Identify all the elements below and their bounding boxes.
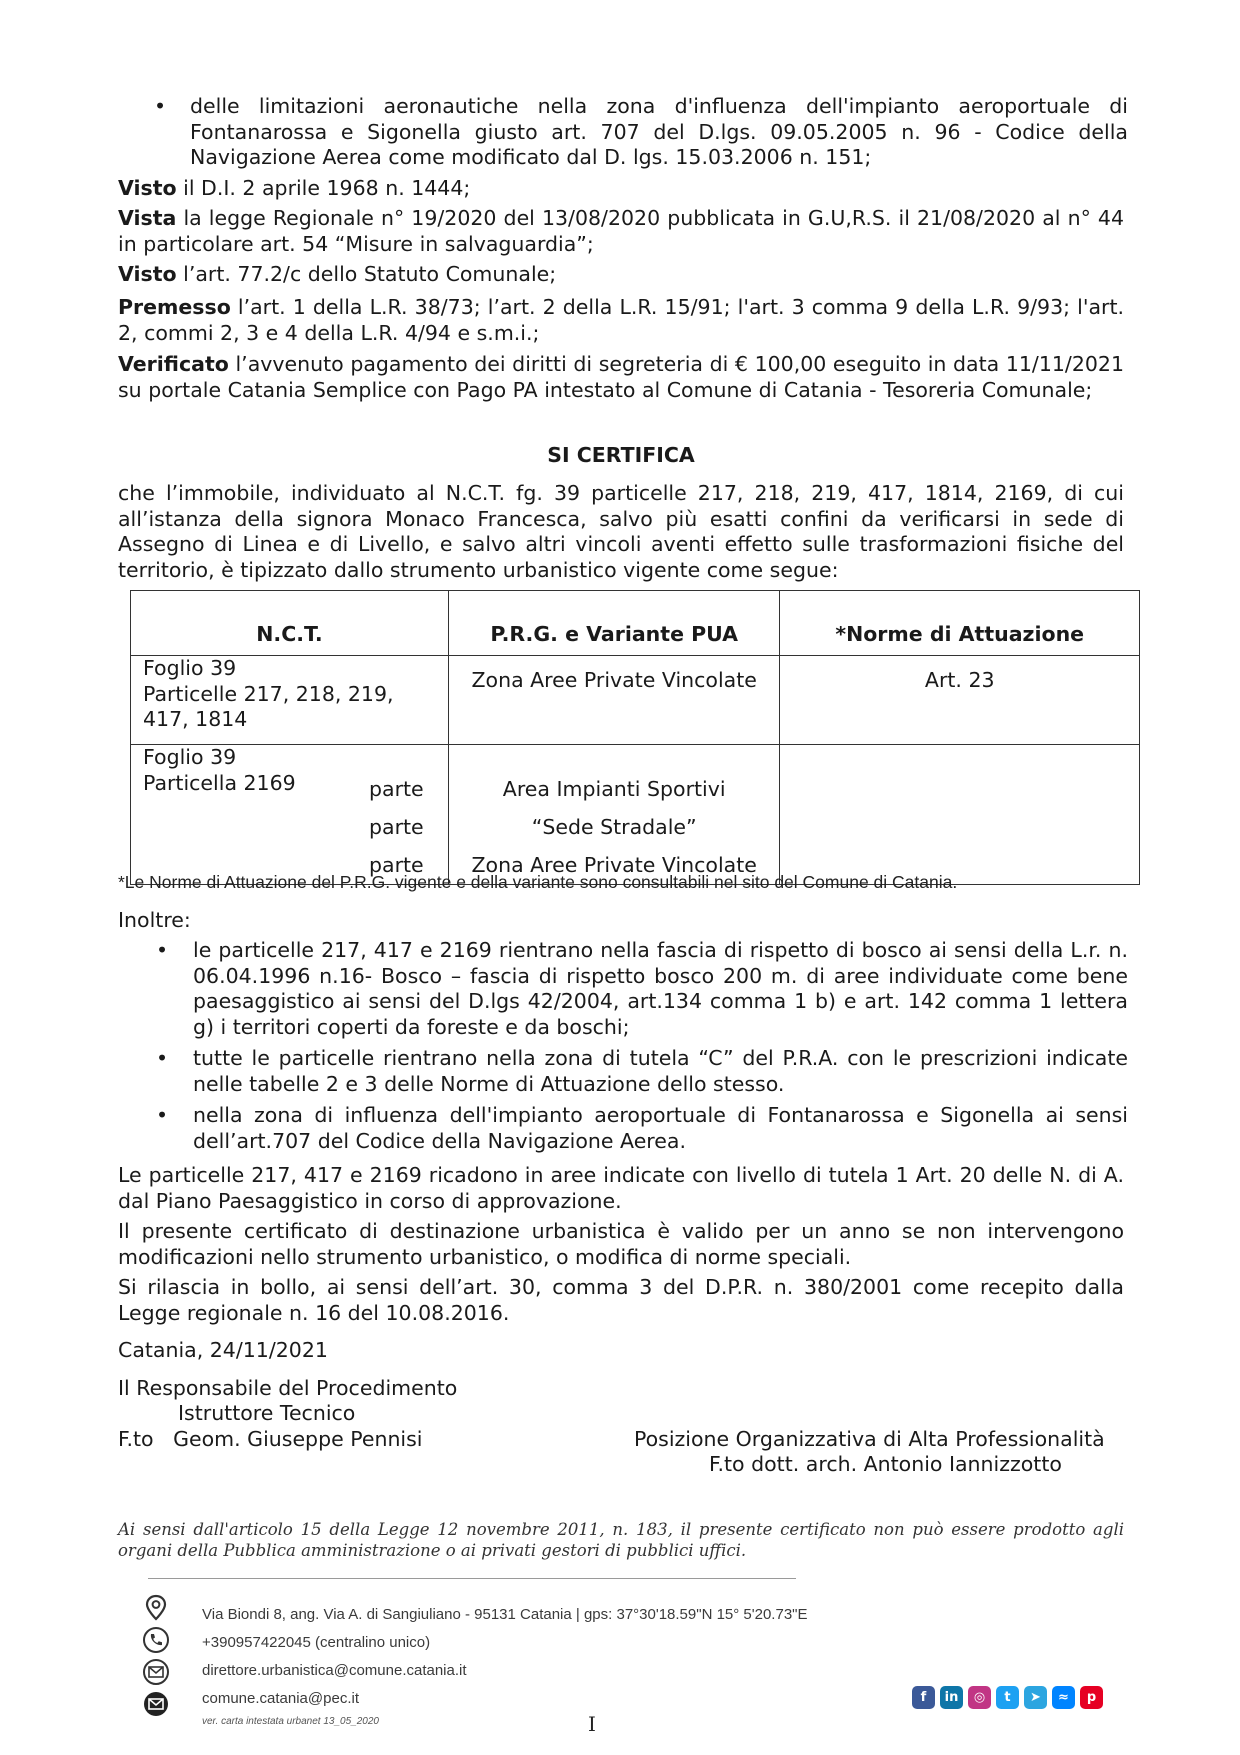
footer-divider: [148, 1578, 796, 1579]
table-header: N.C.T.: [131, 591, 449, 656]
parte-labels: [369, 770, 424, 884]
zona-item: Zona Aree Private Vincolate: [471, 853, 757, 877]
signature-left-line3: F.to Geom. Giuseppe Pennisi: [118, 1427, 423, 1451]
table-cell-particelle: Particelle 217, 218, 219, 417, 1814: [143, 681, 394, 731]
preamble-text: il D.I. 2 aprile 1968 n. 1444;: [176, 176, 471, 200]
preamble-visto-2: [118, 262, 1124, 288]
bullet-icon: •: [154, 94, 167, 118]
preamble-text: l’avvenuto pagamento dei diritti di segreteria di € 100,00 eseguito in data 11/11/2021 su portale Catania Semplice con Pago PA intestato al Comune di Catania - Tesoreria Comunale;: [118, 352, 1124, 402]
table-cell-particella: Particella 2169: [143, 770, 296, 795]
table-cell-zona: Zona Aree Private Vincolate: [448, 656, 780, 745]
linkedin-icon[interactable]: in: [940, 1686, 963, 1709]
footer-address: Via Biondi 8, ang. Via A. di Sangiuliano - 95131 Catania | gps: 37°30'18.59"N 15° 5'20.73"E: [202, 1606, 808, 1623]
footer-pec[interactable]: comune.catania@pec.it: [202, 1690, 359, 1707]
inoltre-list: [118, 938, 1128, 1159]
preamble-vista: [118, 206, 1124, 257]
telegram-icon[interactable]: ➤: [1024, 1686, 1047, 1709]
table-cell-foglio: Foglio 39: [143, 745, 237, 769]
preamble-text: la legge Regionale n° 19/2020 del 13/08/2020 pubblicata in G.U,R.S. il 21/08/2020 al n° 44 in particolare art. 54 “Misure in salvaguardia”;: [118, 206, 1124, 256]
preamble-premesso: [118, 295, 1124, 346]
parte-label: parte: [369, 853, 424, 877]
parte-label: parte: [369, 777, 424, 801]
preamble-text: l’art. 77.2/c dello Statuto Comunale;: [176, 262, 557, 286]
table-row: [131, 745, 1140, 885]
table-cell-foglio: Foglio 39: [143, 656, 237, 680]
closing-paragraph-3: Si rilascia in bollo, ai sensi dell’art. 30, comma 3 del D.P.R. n. 380/2001 come recepito dalla Legge regionale n. 16 del 10.08.2016.: [118, 1275, 1124, 1325]
bullet-icon: •: [156, 938, 169, 962]
instagram-icon[interactable]: ◎: [968, 1686, 991, 1709]
messenger-icon[interactable]: ≈: [1052, 1686, 1075, 1709]
table-row: [131, 656, 1140, 745]
zona-item: Area Impianti Sportivi: [502, 777, 726, 801]
signature-left-line2: Istruttore Tecnico: [178, 1401, 356, 1425]
legal-note: Ai sensi dall'articolo 15 della Legge 12 novembre 2011, n. 183, il presente certificato non può essere prodotto agli organi della Pubblica amministrazione o ai privati gestori di pubblici uffici.: [118, 1520, 1124, 1560]
inoltre-label: Inoltre:: [118, 908, 191, 932]
mail-icon: [142, 1658, 170, 1686]
list-item: [118, 1046, 1128, 1097]
social-icons: [912, 1686, 1103, 1709]
bullet-text: delle limitazioni aeronautiche nella zona d'influenza dell'impianto aeroportuale di Fontanarossa e Sigonella giusto art. 707 del D.lgs. 09.05.2005 n. 96 - Codice della Navigazione Aerea come modificato dal D. lgs. 15.03.2006 n. 151;: [190, 94, 1128, 169]
table-cell-norme: Art. 23: [780, 656, 1140, 745]
signature-left-line1: Il Responsabile del Procedimento: [118, 1376, 458, 1400]
signature-right-line1: Posizione Organizzativa di Alta Professionalità: [634, 1427, 1105, 1451]
bullet-icon: •: [156, 1103, 169, 1127]
signature-right-line2: F.to dott. arch. Antonio Iannizzotto: [709, 1452, 1062, 1476]
footer-version: ver. carta intestata urbanet 13_05_2020: [202, 1716, 379, 1727]
preamble-lead: Vista: [118, 206, 177, 230]
preamble-visto-1: [118, 176, 1124, 202]
preamble-lead: Premesso: [118, 295, 231, 319]
facebook-icon[interactable]: f: [912, 1686, 935, 1709]
footer-phone: +390957422045 (centralino unico): [202, 1634, 431, 1651]
list-item: [118, 94, 1128, 171]
zoning-table: [130, 590, 1140, 885]
footer-email[interactable]: direttore.urbanistica@comune.catania.it: [202, 1662, 467, 1679]
certifica-heading: SI CERTIFICA: [547, 443, 695, 467]
parte-label: parte: [369, 815, 424, 839]
preamble-lead: Visto: [118, 262, 177, 286]
table-footnote: *Le Norme di Attuazione del P.R.G. vigente e della variante sono consultabili nel sito del Comune di Catania.: [118, 872, 958, 892]
zona-item: “Sede Stradale”: [531, 815, 697, 839]
bullet-text: nella zona di influenza dell'impianto aeroportuale di Fontanarossa e Sigonella ai sensi dell’art.707 del Codice della Navigazione Aerea.: [193, 1103, 1128, 1153]
twitter-icon[interactable]: t: [996, 1686, 1019, 1709]
closing-paragraph-1: Le particelle 217, 417 e 2169 ricadono in aree indicate con livello di tutela 1 Art. 20 delle N. di A. dal Piano Paesaggistico in corso di approvazione.: [118, 1163, 1124, 1213]
table-header-row: [131, 591, 1140, 656]
top-bullet-list: [118, 94, 1128, 176]
closing-paragraph-2: Il presente certificato di destinazione urbanistica è valido per un anno se non intervengono modificazioni nello strumento urbanistico, o modifica di norme speciali.: [118, 1219, 1124, 1269]
bullet-icon: •: [156, 1046, 169, 1070]
table-cell-empty: [780, 745, 1140, 885]
certifica-paragraph: che l’immobile, individuato al N.C.T. fg. 39 particelle 217, 218, 219, 417, 1814, 2169, di cui all’istanza della signora Monaco Francesca, salvo più esatti confini da verificarsi in sede di Assegno di Linea e di Livello, e salvo altri vincoli aventi effetto sulle trasformazioni fisiche del territorio, è tipizzato dallo strumento urbanistico vigente come segue:: [118, 481, 1124, 582]
table-cell: [131, 656, 449, 745]
preamble-lead: Verificato: [118, 352, 229, 376]
table-header: *Norme di Attuazione: [780, 591, 1140, 656]
preamble-text: l’art. 1 della L.R. 38/73; l’art. 2 della L.R. 15/91; l'art. 3 comma 9 della L.R. 9/93; l'art. 2, commi 2, 3 e 4 della L.R. 4/94 e s.m.i.;: [118, 295, 1124, 345]
preamble-lead: Visto: [118, 176, 177, 200]
text-cursor-icon: I: [588, 1712, 596, 1736]
bullet-text: tutte le particelle rientrano nella zona di tutela “C” del P.R.A. con le prescrizioni indicate nelle tabelle 2 e 3 delle Norme di Attuazione dello stesso.: [193, 1046, 1128, 1096]
phone-icon: [142, 1626, 170, 1654]
table-cell: [448, 745, 780, 885]
table-header: P.R.G. e Variante PUA: [448, 591, 780, 656]
list-item: [118, 1103, 1128, 1154]
location-icon: [142, 1594, 170, 1622]
pinterest-icon[interactable]: p: [1080, 1686, 1103, 1709]
preamble-verificato: [118, 352, 1124, 403]
date-line: Catania, 24/11/2021: [118, 1338, 328, 1362]
bullet-text: le particelle 217, 417 e 2169 rientrano nella fascia di rispetto di bosco ai sensi della L.r. n. 06.04.1996 n.16- Bosco – fascia di rispetto bosco 200 m. di aree individuate come bene paesaggistico ai sensi del D.lgs 42/2004, art.134 comma 1 b) e art. 142 comma 1 lettera g) i territori coperti da foreste e da boschi;: [193, 938, 1128, 1039]
list-item: [118, 938, 1128, 1040]
pec-icon: [142, 1690, 170, 1718]
table-cell: [131, 745, 449, 885]
